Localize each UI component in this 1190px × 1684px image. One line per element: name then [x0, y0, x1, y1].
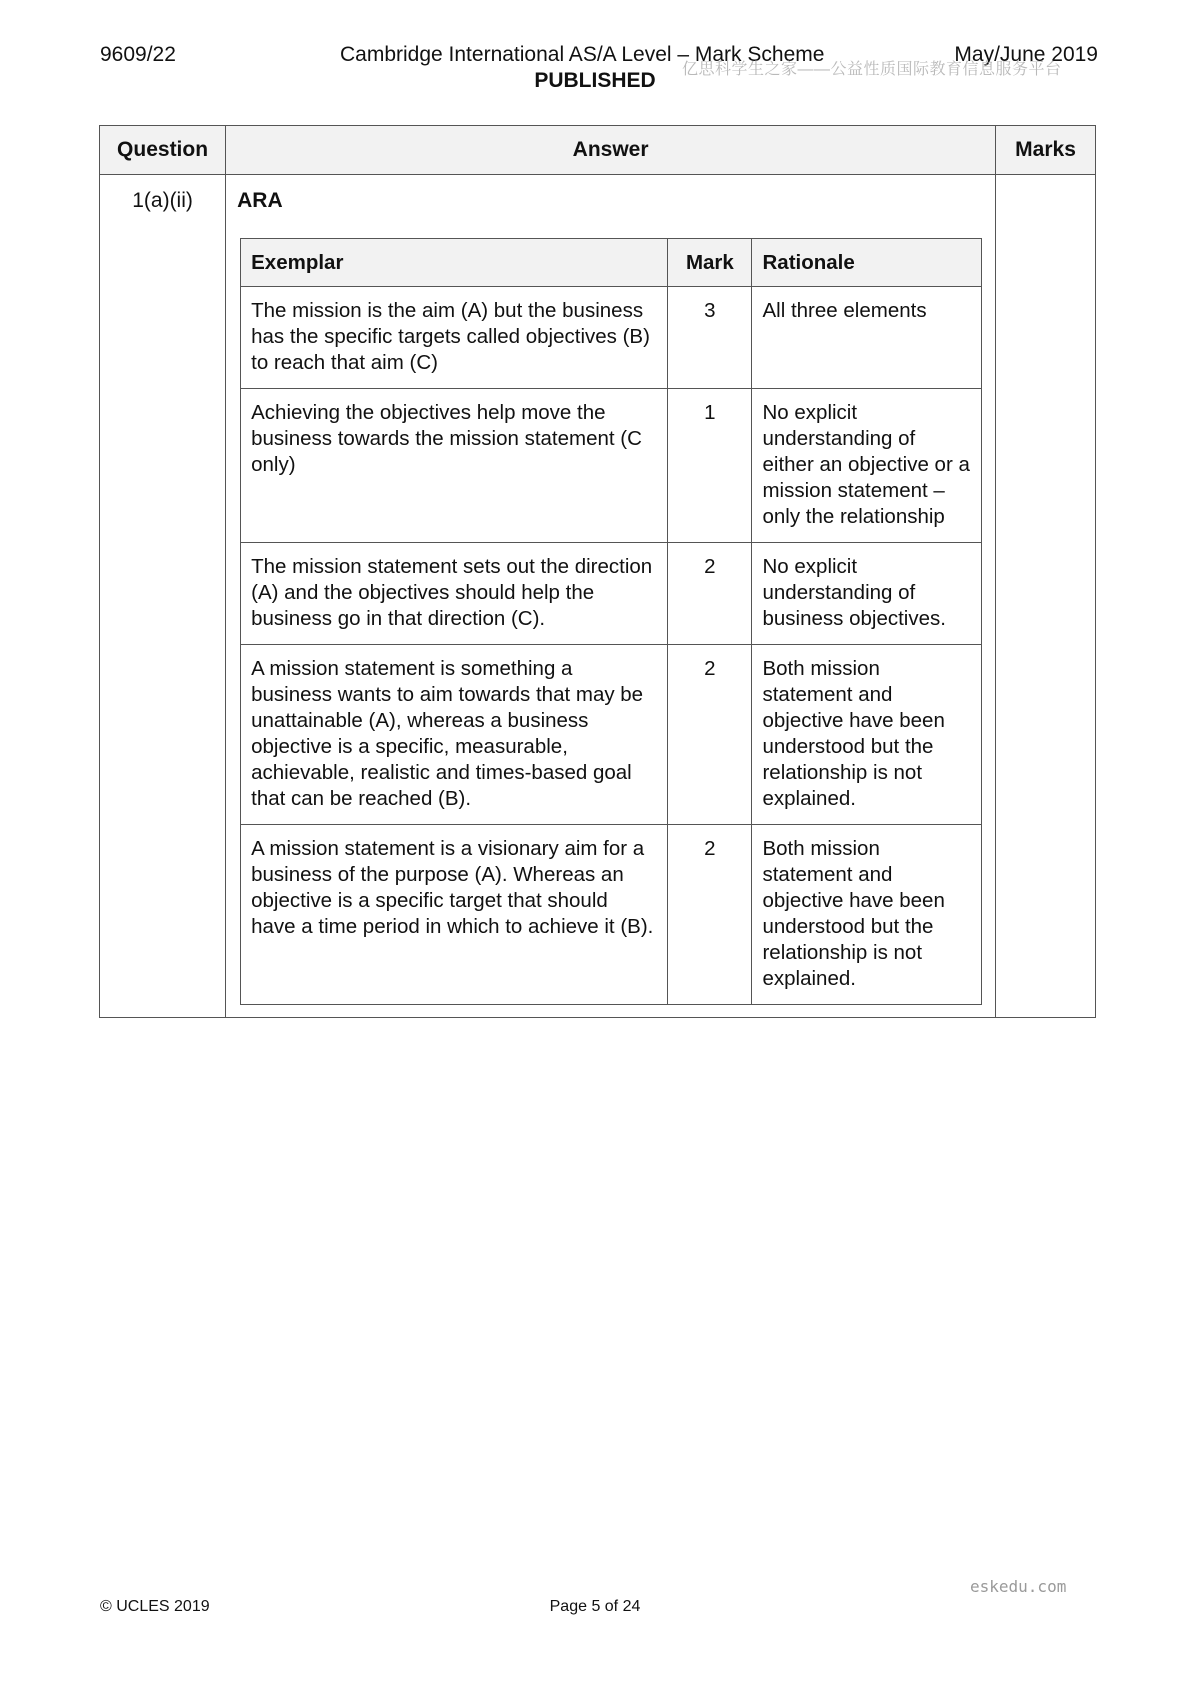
exemplar-mark: 2: [668, 645, 752, 825]
exemplar-table: [240, 238, 982, 1005]
published-label: PUBLISHED: [534, 69, 656, 92]
question-number: 1(a)(ii): [100, 175, 226, 1018]
exemplar-header-row: [241, 239, 982, 287]
table-row: [241, 825, 982, 1005]
mark-scheme-header-row: [100, 126, 1096, 175]
exam-session: May/June 2019: [954, 43, 1098, 66]
mark-scheme-table: [99, 125, 1096, 1018]
exemplar-text: The mission statement sets out the direction (A) and the objectives should help the business go in that direction (C).: [241, 543, 668, 645]
marks-column-header: Marks: [996, 126, 1096, 175]
exemplar-text: A mission statement is a visionary aim for a business of the purpose (A). Whereas an objective is a specific target that should have a time period in which to achieve it (B).: [241, 825, 668, 1005]
watermark-bottom: eskedu.com: [970, 1577, 1067, 1596]
answer-heading: ARA: [237, 189, 283, 212]
copyright: © UCLES 2019: [100, 1598, 210, 1615]
table-row: [241, 389, 982, 543]
exemplar-mark: 1: [668, 389, 752, 543]
question-column-header: Question: [100, 126, 226, 175]
table-row: [241, 645, 982, 825]
marks-cell: [996, 175, 1096, 1018]
exemplar-rationale: No explicit understanding of business objectives.: [752, 543, 982, 645]
table-row: [241, 287, 982, 389]
answer-cell: [226, 175, 996, 1018]
watermark-top: 亿思科学生之家——公益性质国际教育信息服务平台: [682, 61, 1062, 78]
page-number: Page 5 of 24: [549, 1598, 641, 1615]
exemplar-rationale: All three elements: [752, 287, 982, 389]
mark-column-header: Mark: [668, 239, 752, 287]
paper-code: 9609/22: [100, 43, 176, 66]
answer-column-header: Answer: [226, 126, 996, 175]
exemplar-mark: 2: [668, 825, 752, 1005]
question-row: [100, 175, 1096, 1018]
exemplar-mark: 3: [668, 287, 752, 389]
table-row: [241, 543, 982, 645]
rationale-column-header: Rationale: [752, 239, 982, 287]
exemplar-mark: 2: [668, 543, 752, 645]
exemplar-text: Achieving the objectives help move the business towards the mission statement (C only): [241, 389, 668, 543]
exemplar-rationale: Both mission statement and objective have been understood but the relationship is not explained.: [752, 645, 982, 825]
exemplar-rationale: No explicit understanding of either an objective or a mission statement – only the relationship: [752, 389, 982, 543]
exemplar-text: A mission statement is something a business wants to aim towards that may be unattainable (A), whereas a business objective is a specific, measurable, achievable, realistic and times-based goal that can be reached (B).: [241, 645, 668, 825]
exemplar-rationale: Both mission statement and objective have been understood but the relationship is not explained.: [752, 825, 982, 1005]
exemplar-text: The mission is the aim (A) but the business has the specific targets called objectives (B) to reach that aim (C): [241, 287, 668, 389]
document-title: Cambridge International AS/A Level – Mark Scheme: [340, 43, 825, 66]
exemplar-column-header: Exemplar: [241, 239, 668, 287]
